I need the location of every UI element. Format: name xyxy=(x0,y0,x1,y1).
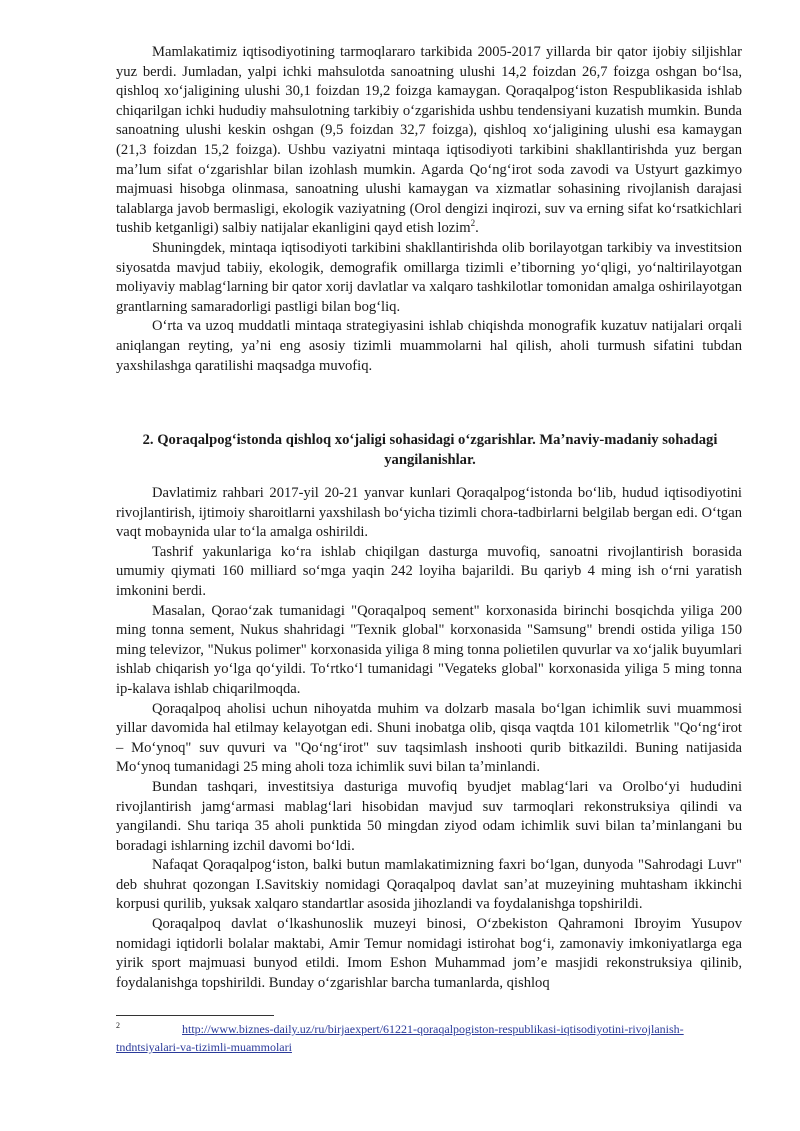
paragraph: Oʻrta va uzoq muddatli mintaqa strategiyasini ishlab chiqishda monografik kuzatuv natijalari orqali aniqlangan reyting, yaʼni eng asosiy tizimli muammolarni hal qilish, aholi turmush sifatini tubdan yaxshilashga qaratilishi maqsadga muvofiq. xyxy=(116,318,742,374)
paragraph: Davlatimiz rahbari 2017-yil 20-21 yanvar kunlari Qoraqalpogʻistonda boʻlib, hudud iqtisodiyotini rivojlantirish, ijtimoiy sharoitlarni yaxshilash boʻyicha tizimli chora-tadbirlarni belgilab bergan edi. Oʻtgan vaqt mobaynida ular toʻla amalga oshirildi. xyxy=(116,485,742,541)
paragraph-text: Mamlakatimiz iqtisodiyotining tarmoqlararo tarkibida 2005-2017 yillarda bir qator ijobiy siljishlar yuz berdi. Jumladan, yalpi ichki mahsulotda sanoatning ulushi 14,2 foizdan 26,7 foizga oshgan boʻlsa, qishloq xoʻjaligining ulushi 30,1 foizdan 19,2 foizga kamaygan. Qoraqalpogʻiston Respublikasida ishlab chiqarilgan ichki hududiy mahsulotning tarkibiy oʻzgarishida ushbu tendensiyani kuzatish mumkin. Bunda sanoatning ulushi keskin oshgan (9,5 foizdan 32,7 foizga), qishloq xoʻjaligining ulushi esa kamaygan (21,3 foizdan 15,2 foizga). Ushbu vaziyatni mintaqa iqtisodiyoti tarkibini shakllantirishda yuz bergan maʼlum sifat oʻzgarishlar bilan izohlash mumkin. Agarda Qoʻngʻirot soda zavodi va Ustyurt gazkimyo majmuasi hisobga olinmasa, sanoatning ulushi kamaygan va xizmatlar sohasining rivojlanish darajasi talablarga javob bermasligi, ekologik vaziyatning (Orol dengizi inqirozi, suv va erning sifat koʻrsatkichlari tushib ketganligi) salbiy natijalar ekanligini qayd etish lozim xyxy=(116,44,742,237)
body-section xyxy=(116,484,742,993)
paragraph: Mamlakatimiz iqtisodiyotining tarmoqlararo tarkibida 2005-2017 yillarda bir qator ijobiy siljishlar yuz berdi. Jumladan, yalpi ichki mahsulotda sanoatning ulushi 14,2 foizdan 26,7 foizga oshgan boʻlsa, qishloq xoʻjaligining ulushi 30,1 foizdan 19,2 foizga kamaygan. Qoraqalpogʻiston Respublikasida ishlab chiqarilgan ichki hududiy mahsulotning tarkibiy oʻzgarishida ushbu tendensiyani kuzatish mumkin. Bunda sanoatning ulushi keskin oshgan (9,5 foizdan 32,7 foizga), qishloq xoʻjaligining ulushi esa kamaygan (21,3 foizdan 15,2 foizga). Ushbu vaziyatni mintaqa iqtisodiyoti tarkibini shakllantirishda yuz bergan maʼlum sifat oʻzgarishlar bilan izohlash mumkin. Agarda Qoʻngʻirot soda zavodi va Ustyurt gazkimyo majmuasi hisobga olinmasa, sanoatning ulushi kamaygan va xizmatlar sohasining rivojlanish darajasi talablarga javob bermasligi, ekologik vaziyatning (Orol dengizi inqirozi, suv va erning sifat koʻrsatkichlari tushib ketganligi) salbiy natijalar ekanligini qayd etish lozim$^2$. xyxy=(116,44,742,237)
paragraph: Qoraqalpoq davlat oʻlkashunoslik muzeyi binosi, Oʻzbekiston Qahramoni Ibroyim Yusupov nomidagi iqtidorli bolalar maktabi, Amir Temur nomidagi istirohat bogʻi, zamonaviy imkoniyatlarga ega yirik sport majmuasi bunyod etildi. Imom Eshon Muhammad jomʼe masjidi rekonstruksiya qilinib, foydalanishga topshirildi. Bunday oʻzgarishlar barcha tumanlarda, qishloq xyxy=(116,916,742,991)
paragraph: Masalan, Qoraoʻzak tumanidagi "Qoraqalpoq sement" korxonasida birinchi bosqichda yiliga 200 ming tonna sement, Nukus shahridagi "Texnik global" korxonasida "Samsung" brendi ostida yiliga 150 ming televizor, "Nukus polimer" korxonasida yiliga 8 ming tonna polietilen quvurlar va xoʻjalik buyumlari ishlab chiqarish yoʻlga qoʻyildi. Toʻrtkoʻl tumanidagi "Vegateks global" korxonasida yiliga 5 ming tonna ip-kalava ishlab chiqarilmoqda. xyxy=(116,602,742,697)
section-heading: 2. Qoraqalpogʻistonda qishloq xoʻjaligi sohasidagi oʻzgarishlar. Maʼnaviy-madaniy sohadagi yangilanishlar. xyxy=(142,432,718,468)
footnote-link[interactable]: http://www.biznes-daily.uz/ru/birjaexpert/61221-qoraqalpogiston-respublikasi-iqtisodiyotini-rivojlanish-tndntsiyalari-va-tizimli-muammolari xyxy=(116,1022,684,1054)
intro-section xyxy=(116,43,742,376)
paragraph: Qoraqalpoq aholisi uchun nihoyatda muhim va dolzarb masala boʻlgan ichimlik suvi muammosi yillar davomida hal etilmay kelayotgan edi. Shuni inobatga olib, qisqa vaqtda 101 kilometrlik "Qoʻngʻirot – Moʻynoq" suv quvuri va "Qoʻngʻirot" suv taqsimlash inshooti qurib bitkazildi. Buning natijasida Moʻynoq tumanidagi 25 ming aholi toza ichimlik suvi bilan taʼminlandi. xyxy=(116,700,742,776)
footnote-mark: 2 xyxy=(116,1021,120,1030)
footnote-reference: 2 xyxy=(470,218,476,229)
paragraph: Tashrif yakunlariga koʻra ishlab chiqilgan dasturga muvofiq, sanoatni rivojlantirish borasida umumiy qiymati 160 milliard soʻmga yaqin 242 loyiha bajarildi. Bu qariyb 4 ming ish oʻrni yaratish imkonini berdi. xyxy=(116,543,742,599)
footnote xyxy=(116,1020,744,1056)
section-heading-block xyxy=(140,430,720,470)
paragraph: Shuningdek, mintaqa iqtisodiyoti tarkibini shakllantirishda olib borilayotgan tarkibiy va investitsion siyosatda mavjud tabiiy, ekologik, demografik omillarga tizimli eʼtiborning yoʻqligi, yoʻnaltirilayotgan moliyaviy mablagʻlarning bir qator xorij davlatlar va xalqaro tashkilotlar tomonidan amalga oshirilayotgan grantlarning samaradorligi pastligi bilan bogʻliq. xyxy=(116,239,742,315)
paragraph: Bundan tashqari, investitsiya dasturiga muvofiq byudjet mablagʻlari va Orolboʻyi hududini rivojlantirish jamgʻarmasi mablagʻlari hisobidan mavjud suv tarmoqlari rekonstruksiya qilindi va yangilandi. Shu tariqa 35 aholi punktida 50 mingdan ziyod odam ichimlik suvi bilan taʼminlangani bu boradagi ishlarning izchil davomi boʻldi. xyxy=(116,778,742,854)
paragraph: Nafaqat Qoraqalpogʻiston, balki butun mamlakatimizning faxri boʻlgan, dunyoda "Sahrodagi Luvr" deb shuhrat qozongan I.Savitskiy nomidagi Qoraqalpoq davlat sanʼat muzeyining muhtasham ikkinchi korpusi qurilib, yuksak xalqaro standartlar asosida jihozlandi va foydalanishga topshirildi. xyxy=(116,857,742,913)
footnote-divider xyxy=(116,1015,274,1016)
